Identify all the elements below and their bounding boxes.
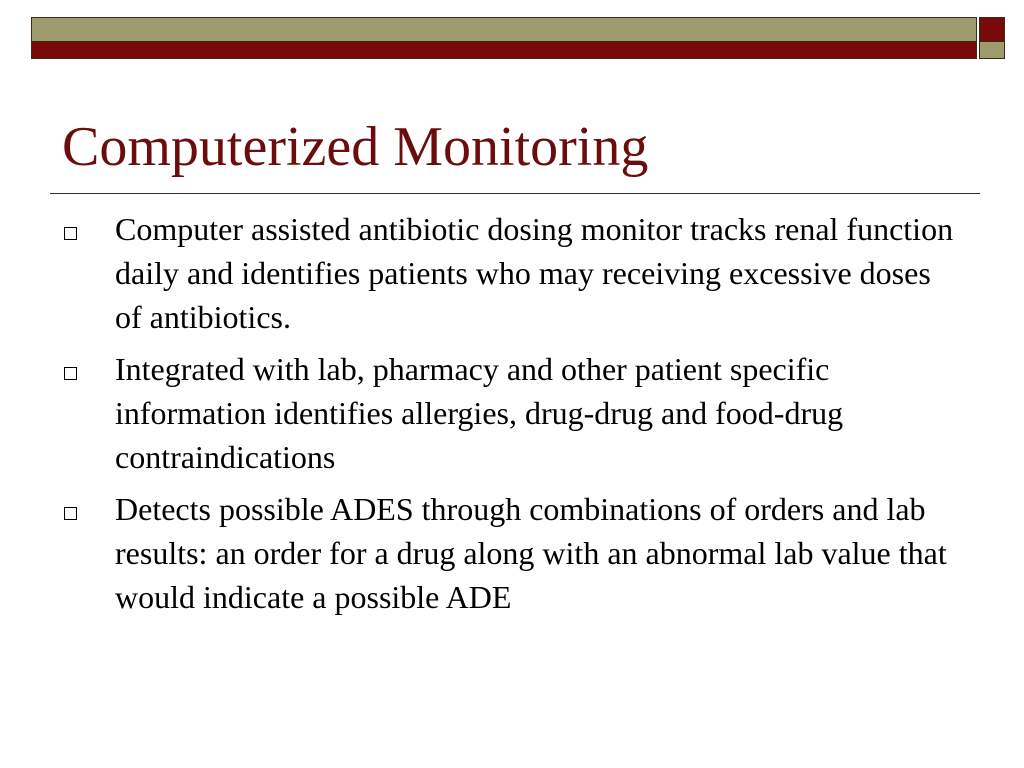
bullet-text: Computer assisted antibiotic dosing monitor tracks renal function daily and identifies patients who may receiving excessive doses of antibiotics. <box>115 211 954 335</box>
bullet-item <box>62 487 962 619</box>
hollow-square-icon <box>64 227 77 240</box>
banner-red-band <box>31 42 977 59</box>
bullet-item <box>62 207 962 339</box>
bullet-text: Integrated with lab, pharmacy and other patient specific information identifies allergies, drug-drug and food-drug contraindications <box>115 351 844 475</box>
bullet-list <box>62 207 962 627</box>
banner-red-square <box>979 17 1005 42</box>
title-divider <box>50 193 980 194</box>
hollow-square-icon <box>64 367 77 380</box>
bullet-item <box>62 347 962 479</box>
bullet-text: Detects possible ADES through combinations of orders and lab results: an order for a drug along with an abnormal lab value that would indicate a possible ADE <box>115 491 947 615</box>
hollow-square-icon <box>64 507 77 520</box>
header-banner <box>31 17 1005 59</box>
slide-title: Computerized Monitoring <box>62 116 649 178</box>
banner-olive-band <box>31 17 977 42</box>
banner-olive-square <box>979 42 1005 59</box>
